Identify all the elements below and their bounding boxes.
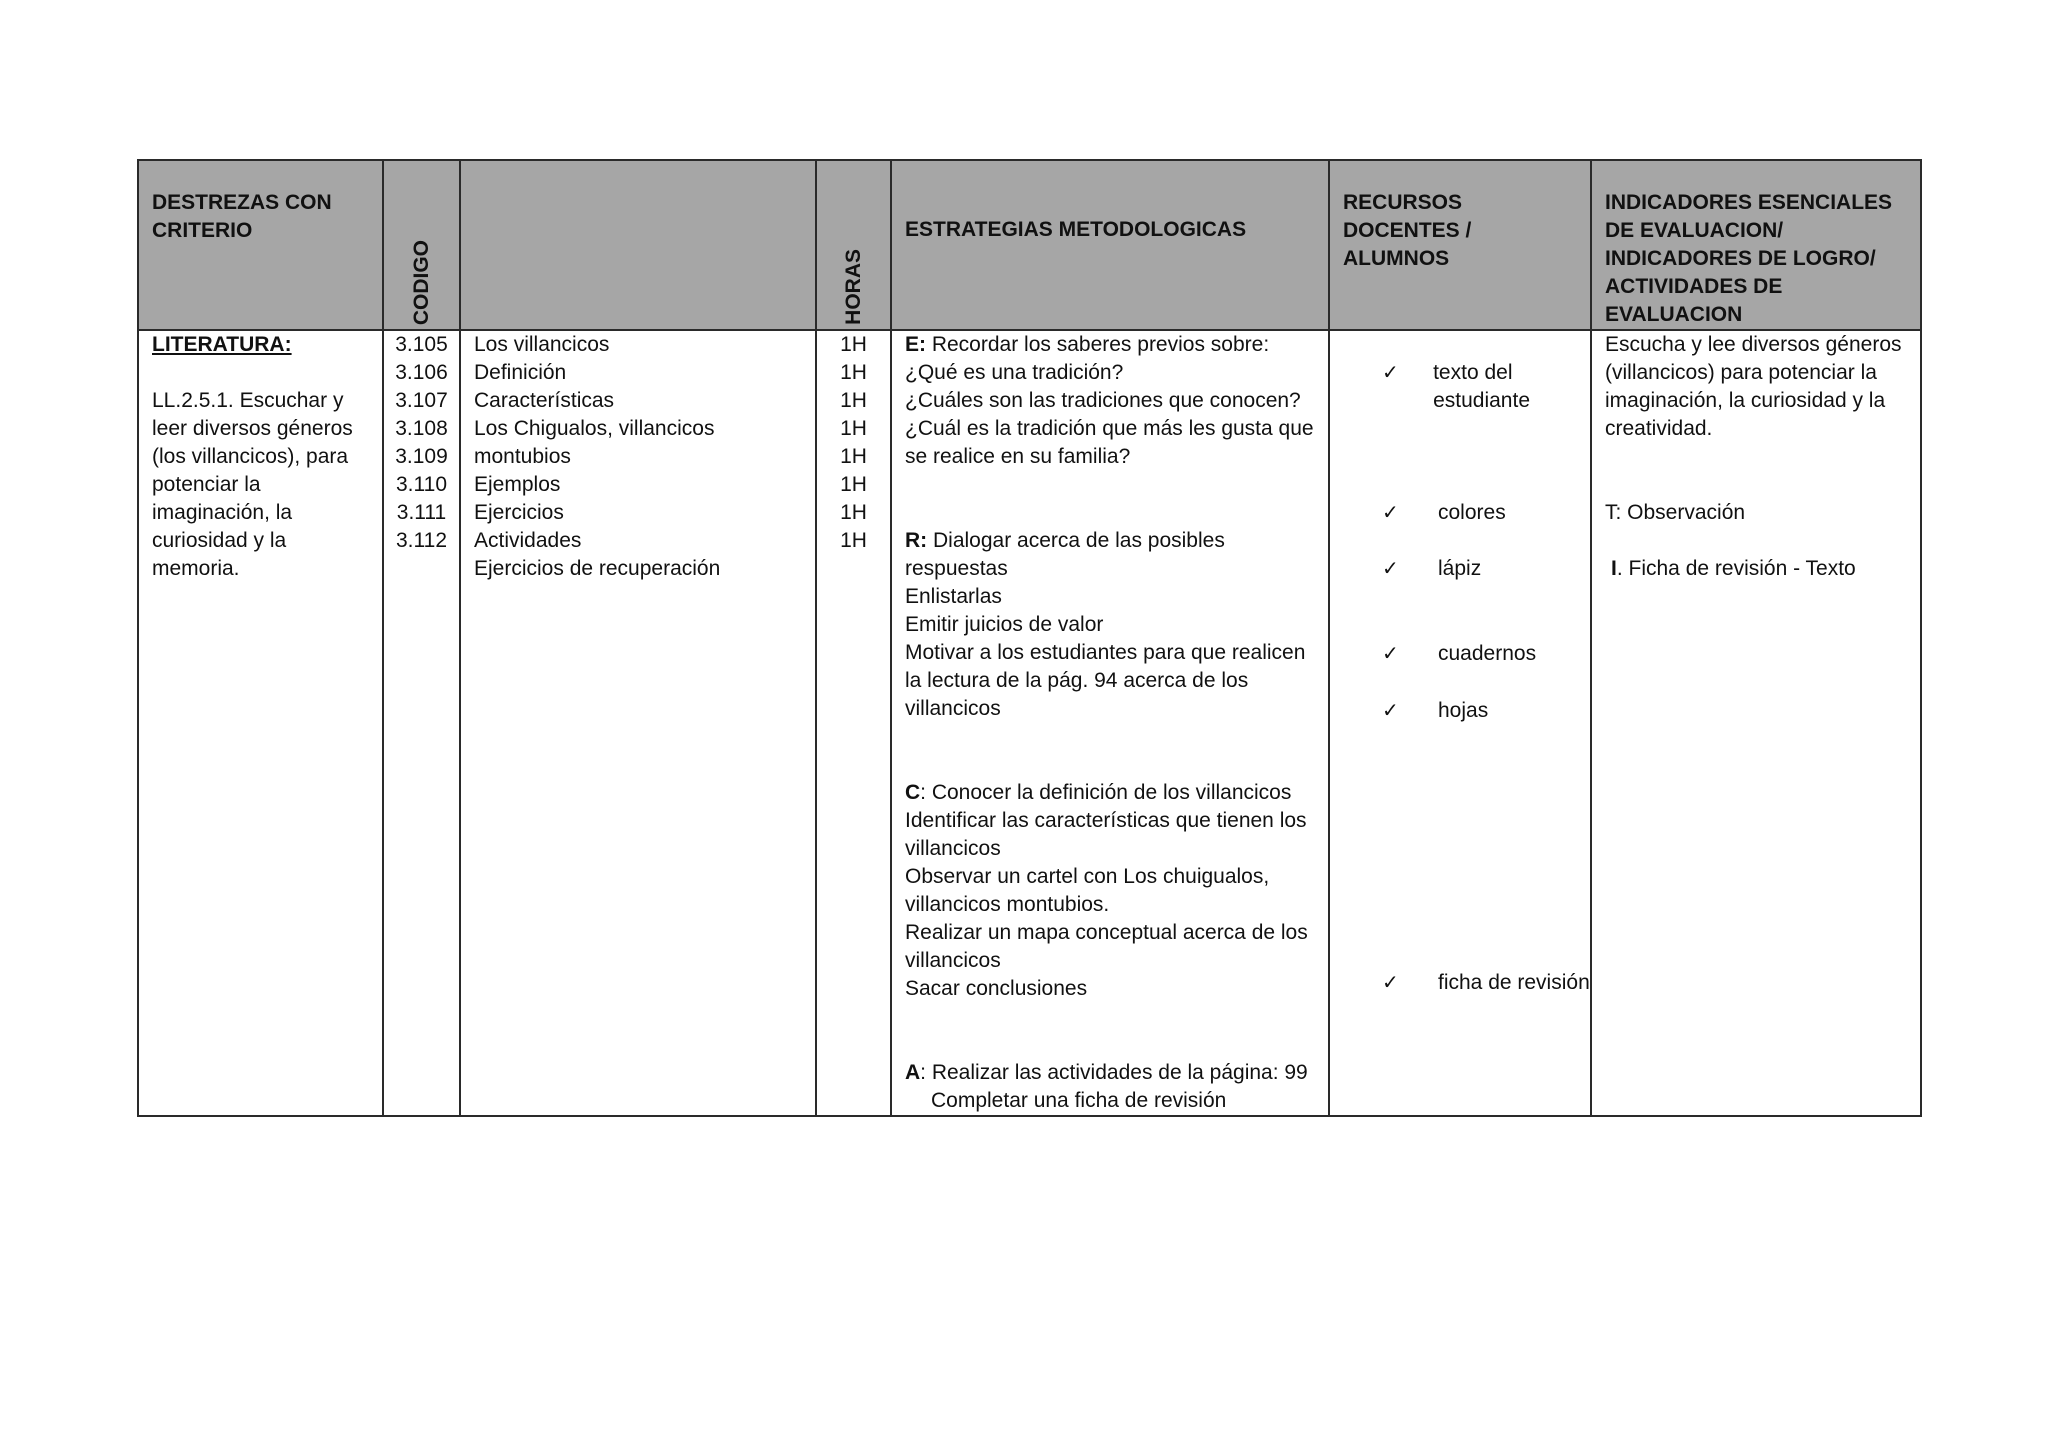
codigo-item: 3.109 [395, 445, 448, 468]
contenido-item: Ejemplos [474, 473, 561, 496]
cell-codigo [383, 330, 460, 1116]
indicador-tecnica: T: Observación [1605, 501, 1746, 524]
estrategia-r-letter: R: [905, 529, 928, 552]
check-icon: ✓ [1382, 643, 1399, 665]
header-estrategias [891, 160, 1329, 330]
contenido-item: Definición [474, 361, 567, 384]
indicador-instrumento-letter: I [1611, 557, 1617, 580]
codigo-item: 3.112 [396, 529, 447, 552]
horas-item: 1H [840, 389, 867, 412]
contenido-item: Ejercicios de recuperación [474, 557, 721, 580]
header-recursos [1329, 160, 1591, 330]
estrategia-c-line: Sacar conclusiones [905, 977, 1088, 1000]
estrategia-e-line: ¿Cuál es la tradición que más les gusta que se realice en su familia? [905, 417, 1314, 468]
check-icon: ✓ [1382, 362, 1399, 384]
indicador-instrumento-text: . Ficha de revisión - Texto [1616, 557, 1856, 580]
recurso-item [1330, 969, 1590, 997]
contenido-item: Los Chigualos, villancicos montubios [474, 417, 715, 468]
header-row [138, 160, 1921, 330]
recurso-label: texto del estudiante [1433, 361, 1531, 412]
header-destrezas-label: DESTREZAS CON CRITERIO [152, 191, 332, 242]
codigo-item: 3.107 [395, 389, 448, 412]
cell-horas [816, 330, 891, 1116]
horas-item: 1H [840, 361, 867, 384]
check-icon: ✓ [1382, 700, 1399, 722]
estrategia-r-line: Emitir juicios de valor [905, 613, 1104, 636]
destrezas-text: LL.2.5.1. Escuchar y leer diversos géneros (los villancicos), para potenciar la imaginación, la curiosidad y la memoria. [152, 389, 353, 580]
horas-item: 1H [840, 417, 867, 440]
header-indicadores-label: INDICADORES ESENCIALES DE EVALUACION/ INDICADORES DE LOGRO/ ACTIVIDADES DE EVALUACION [1605, 191, 1893, 326]
header-estrategias-label: ESTRATEGIAS METODOLOGICAS [905, 218, 1247, 241]
estrategia-r-line: Motivar a los estudiantes para que realicen la lectura de la pág. 94 acerca de los villancicos [905, 641, 1306, 720]
estrategia-e [905, 331, 1318, 471]
recurso-item [1330, 359, 1530, 415]
recurso-item [1330, 499, 1590, 527]
estrategia-a [905, 1059, 1318, 1115]
estrategia-c-line: Identificar las características que tienen los villancicos [905, 809, 1307, 860]
horas-list [817, 331, 890, 555]
recurso-label: cuadernos [1438, 642, 1537, 665]
indicador-text: Escucha y lee diversos géneros (villancicos) para potenciar la imaginación, la curiosidad y la creatividad. [1605, 333, 1902, 440]
cell-recursos [1329, 330, 1591, 1116]
horas-item: 1H [840, 529, 867, 552]
header-codigo [383, 160, 460, 330]
codigo-item: 3.105 [395, 333, 448, 356]
cell-destrezas [138, 330, 383, 1116]
header-indicadores [1591, 160, 1921, 330]
codigo-item: 3.106 [395, 361, 448, 384]
estrategia-e-letter: E: [905, 333, 926, 356]
horas-item: 1H [840, 473, 867, 496]
estrategia-r [905, 527, 1318, 723]
header-horas-label: HORAS [841, 249, 865, 325]
contenido-list [461, 331, 815, 583]
estrategia-r-line: Dialogar acerca de las posibles respuestas [905, 529, 1225, 580]
estrategia-c-line: : Conocer la definición de los villancicos [920, 781, 1292, 804]
estrategia-r-line: Enlistarlas [905, 585, 1002, 608]
header-horas [816, 160, 891, 330]
codigo-item: 3.108 [395, 417, 448, 440]
check-icon: ✓ [1382, 558, 1399, 580]
recurso-item [1330, 640, 1590, 668]
recurso-label: hojas [1438, 699, 1489, 722]
header-contenido [460, 160, 816, 330]
codigo-item: 3.111 [396, 501, 447, 524]
indicador-instrumento [1605, 555, 1910, 583]
cell-indicadores [1591, 330, 1921, 1116]
estrategia-e-line: Recordar los saberes previos sobre: [926, 333, 1270, 356]
recurso-label: colores [1438, 501, 1506, 524]
estrategia-c-line: Observar un cartel con Los chuigualos, villancicos montubios. [905, 865, 1270, 916]
check-icon: ✓ [1382, 972, 1399, 994]
contenido-item: Actividades [474, 529, 582, 552]
check-icon: ✓ [1382, 502, 1399, 524]
destrezas-title: LITERATURA: [152, 333, 292, 356]
cell-contenido [460, 330, 816, 1116]
recurso-label: ficha de revisión [1438, 971, 1590, 994]
estrategia-e-line: ¿Qué es una tradición? [905, 361, 1124, 384]
estrategia-e-line: ¿Cuáles son las tradiciones que conocen? [905, 389, 1301, 412]
codigo-list [384, 331, 459, 555]
estrategia-c [905, 779, 1318, 1003]
planning-table [137, 159, 1922, 1117]
contenido-item: Los villancicos [474, 333, 610, 356]
horas-item: 1H [840, 445, 867, 468]
recurso-item [1330, 697, 1590, 725]
estrategia-a-line: : Realizar las actividades de la página: 99 [920, 1061, 1308, 1084]
estrategia-c-letter: C [905, 781, 921, 804]
header-codigo-label: CODIGO [409, 239, 433, 325]
contenido-item: Ejercicios [474, 501, 564, 524]
recurso-item [1330, 555, 1590, 583]
horas-item: 1H [840, 501, 867, 524]
header-contenido-label [461, 161, 815, 189]
codigo-item: 3.110 [396, 473, 447, 496]
recurso-label: lápiz [1438, 557, 1482, 580]
estrategia-a-line: Completar una ficha de revisión [931, 1089, 1227, 1112]
horas-item: 1H [840, 333, 867, 356]
estrategia-c-line: Realizar un mapa conceptual acerca de los villancicos [905, 921, 1308, 972]
contenido-item: Características [474, 389, 615, 412]
estrategia-a-letter: A [905, 1061, 921, 1084]
header-recursos-label: RECURSOS DOCENTES / ALUMNOS [1343, 191, 1472, 270]
content-row [138, 330, 1921, 1116]
cell-estrategias [891, 330, 1329, 1116]
header-destrezas [138, 160, 383, 330]
